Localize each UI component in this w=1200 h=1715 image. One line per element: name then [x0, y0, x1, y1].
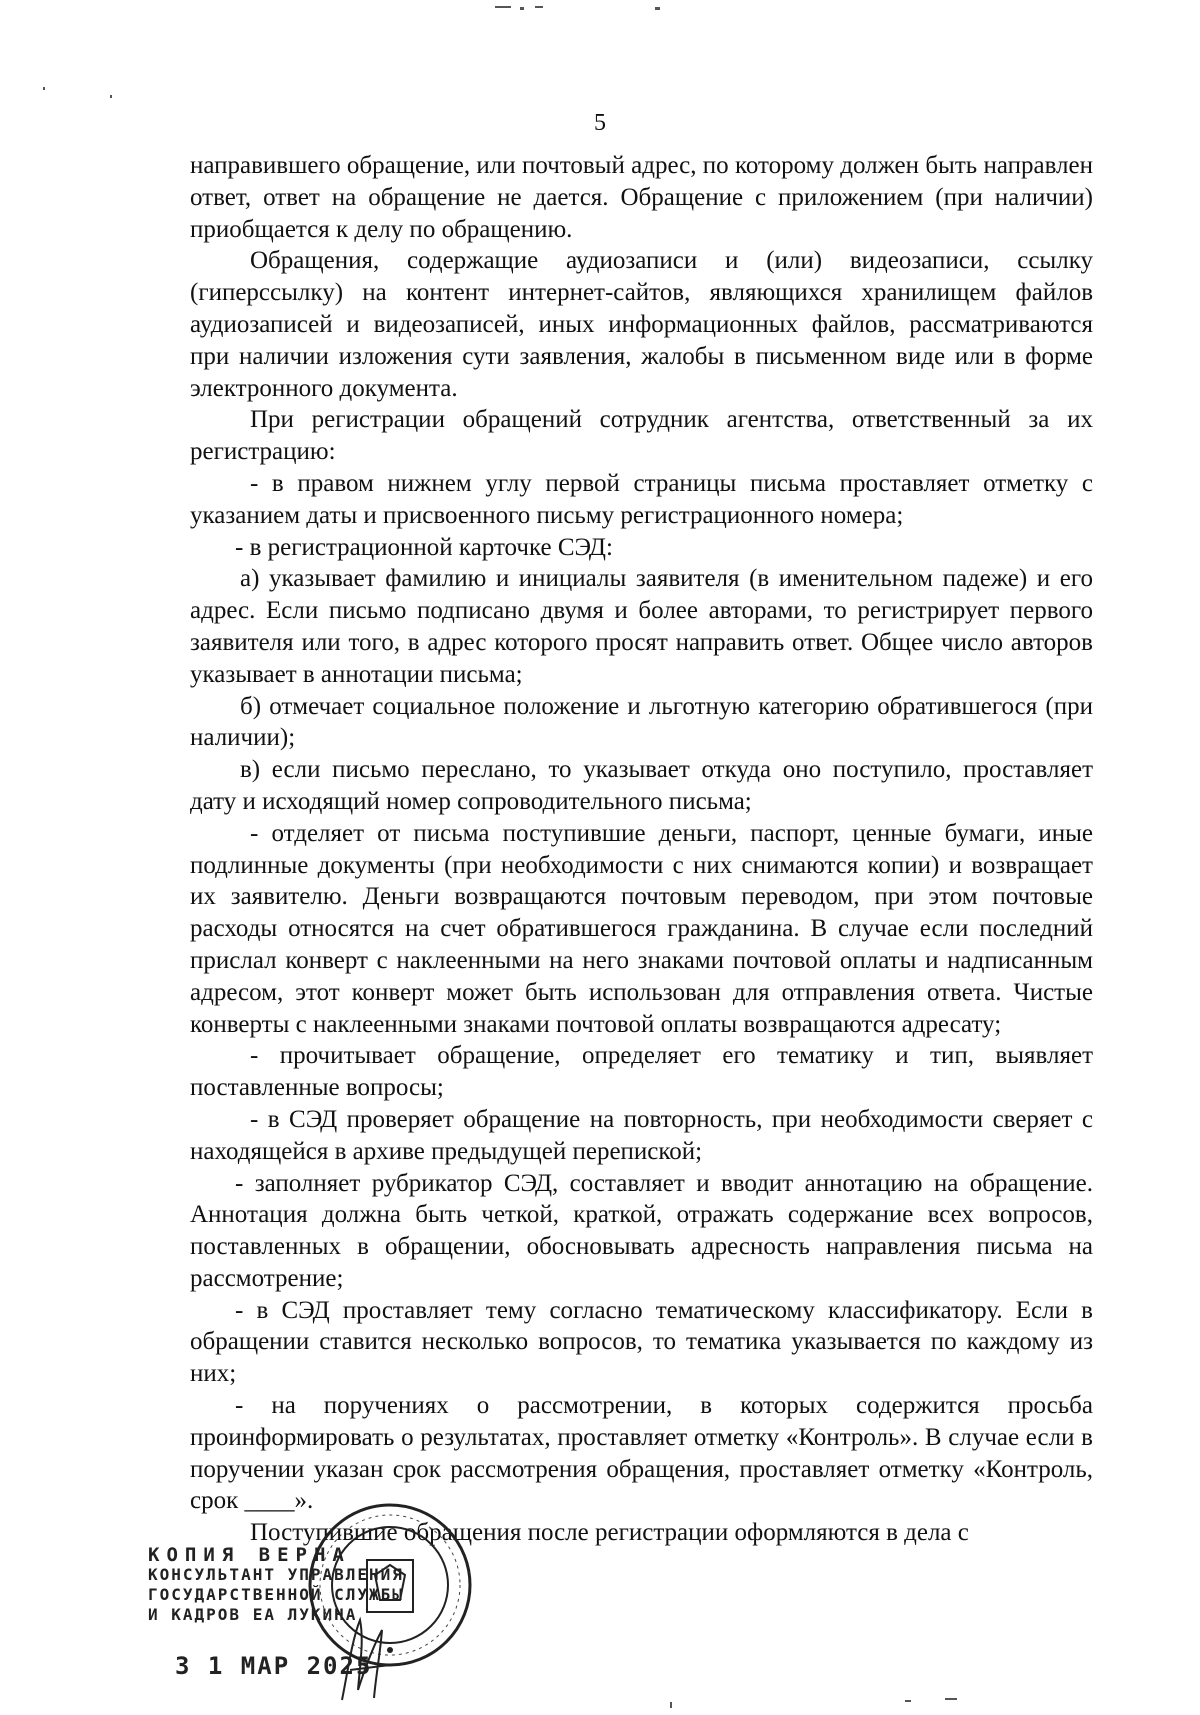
paragraph: б) отмечает социальное положение и льготную категорию обратившегося (при наличии); — [190, 692, 1093, 752]
copy-stamp — [148, 1545, 448, 1625]
page-number: 5 — [594, 110, 606, 136]
paragraph: Поступившие обращения после регистрации оформляются в дела с — [250, 1519, 969, 1547]
scan-artifact — [535, 6, 543, 8]
paragraph: направившего обращение, или почтовый адрес, по которому должен быть направлен ответ, ответ на обращение не дается. Обращение с приложением (при наличии) приобщается к делу по обращению. — [190, 152, 1093, 243]
paragraph: - в СЭД проставляет тему согласно тематическому классификатору. Если в обращении ставится несколько вопросов, то тематика указывается по каждому из них; — [190, 1296, 1093, 1388]
scan-artifact — [905, 1700, 911, 1702]
scan-artifact — [110, 95, 112, 98]
paragraph: - отделяет от письма поступившие деньги, паспорт, ценные бумаги, иные подлинные документы (при необходимости с них снимаются копии) и возвращает их заявителю. Деньги возвращаются почтовым переводом, при этом почтовые расходы относятся на счет обратившегося гражданина. В случае если последний прислал конверт с наклеенными на него знаками почтовой оплаты и надписанным адресом, этот конверт может быть использован для отправления ответа. Чистые конверты с наклеенными знаками почтовой оплаты возвращаются адресату; — [190, 819, 1093, 1038]
stamp-department: ГОСУДАРСТВЕННОЙ СЛУЖБЫ — [148, 1585, 404, 1604]
stamp-title: КОПИЯ ВЕРНА — [148, 1544, 351, 1566]
stamp-date: 3 1 МАР 2025 — [175, 1652, 373, 1680]
scan-artifact — [945, 1698, 957, 1700]
stamp-position: КОНСУЛЬТАНТ УПРАВЛЕНИЯ — [148, 1565, 404, 1584]
signature-icon — [330, 1610, 400, 1705]
scan-artifact — [655, 7, 660, 10]
paragraph: - заполняет рубрикатор СЭД, составляет и вводит аннотацию на обращение. Аннотация должна быть четкой, краткой, отражать содержание всех вопросов, поставленных в обращении, обосновывать адресность направления письма на рассмотрение; — [190, 1169, 1093, 1292]
paragraph: - в СЭД проверяет обращение на повторность, при необходимости сверяет с находящейся в архиве предыдущей перепиской; — [190, 1105, 1093, 1165]
paragraph: - в правом нижнем углу первой страницы письма проставляет отметку с указанием даты и присвоенного письму регистрационного номера; — [190, 469, 1093, 529]
paragraph: - прочитывает обращение, определяет его тематику и тип, выявляет поставленные вопросы; — [190, 1042, 1093, 1102]
paragraph: а) указывает фамилию и инициалы заявителя (в именительном падеже) и его адрес. Если письмо подписано двумя и более авторами, то регистрирует первого заявителя или того, в адрес которого просят направить ответ. Общее число авторов указывает в аннотации письма; — [190, 565, 1093, 688]
document-body — [190, 150, 1093, 1549]
scan-artifact — [495, 6, 511, 8]
scan-artifact — [520, 7, 524, 10]
stamp-name: И КАДРОВ ЕА ЛУКИНА — [148, 1605, 358, 1624]
paragraph: - в регистрационной карточке СЭД: — [235, 533, 613, 561]
paragraph: При регистрации обращений сотрудник агентства, ответственный за их регистрацию: — [190, 406, 1093, 466]
paragraph: Обращения, содержащие аудиозаписи и (или) видеозаписи, ссылку (гиперссылку) на контент интернет-сайтов, являющихся хранилищем файлов аудиозаписей и видеозаписей, иных информационных файлов, рассматриваются при наличии изложения сути заявления, жалобы в письменном виде или в форме электронного документа. — [190, 247, 1093, 402]
scan-artifact — [670, 1702, 672, 1708]
paragraph: - на поручениях о рассмотрении, в которых содержится просьба проинформировать о результатах, проставляет отметку «Контроль». В случае если в поручении указан срок рассмотрения обращения, проставляет отметку «Контроль, срок ____». — [190, 1392, 1093, 1515]
scan-artifact — [43, 87, 45, 90]
paragraph: в) если письмо переслано, то указывает откуда оно поступило, проставляет дату и исходящий номер сопроводительного письма; — [190, 756, 1093, 815]
